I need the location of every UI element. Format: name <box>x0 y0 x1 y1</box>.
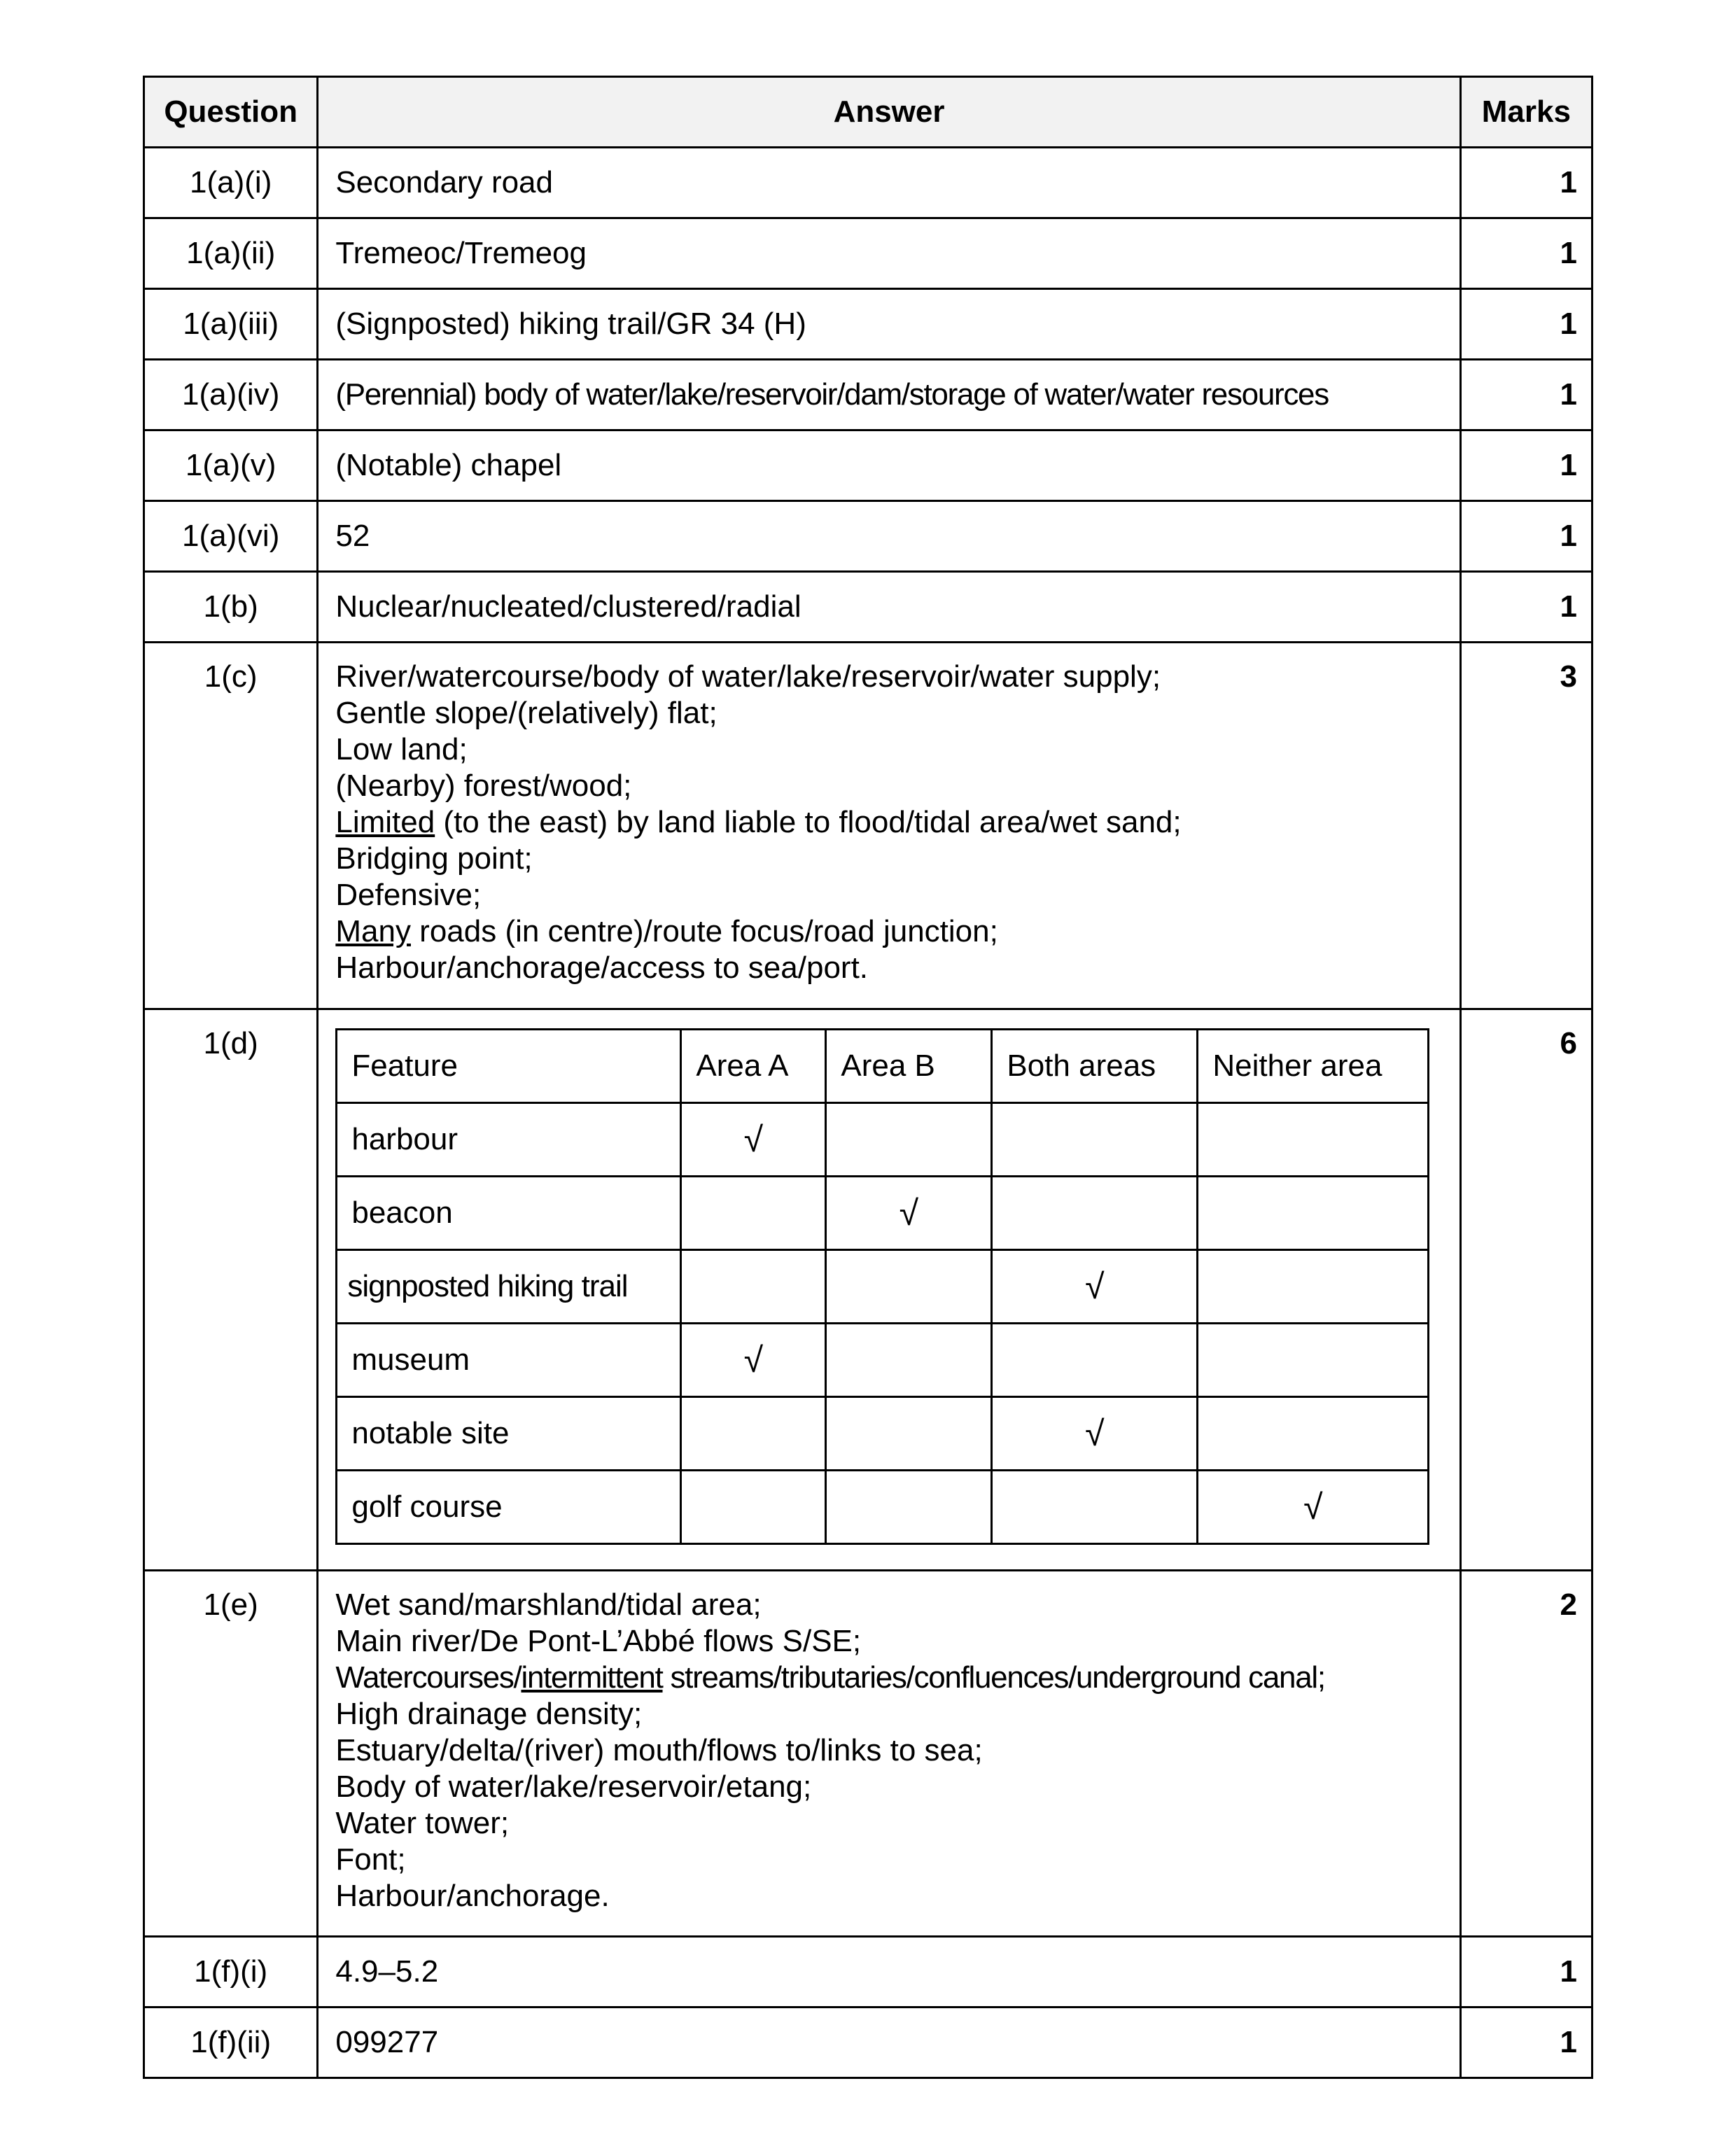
feature-name: notable site <box>337 1397 681 1471</box>
empty-cell <box>681 1177 826 1250</box>
question-cell: 1(a)(vi) <box>144 501 318 572</box>
tick-mark: √ <box>681 1324 826 1397</box>
marks-cell: 1 <box>1460 148 1592 218</box>
table-row <box>144 572 1592 643</box>
table-row <box>144 1937 1592 2008</box>
tick-mark: √ <box>992 1397 1198 1471</box>
question-cell: 1(a)(iii) <box>144 289 318 360</box>
empty-cell <box>681 1397 826 1471</box>
marks-cell: 1 <box>1460 2008 1592 2078</box>
answer-line: Bridging point; <box>335 841 533 876</box>
mark-scheme-table <box>143 76 1593 2079</box>
answer-cell: (Notable) chapel <box>318 430 1460 501</box>
table-row <box>144 289 1592 360</box>
tick-mark: √ <box>992 1250 1198 1324</box>
feature-row <box>337 1397 1429 1471</box>
header-question: Question <box>144 77 318 148</box>
feature-header: Area A <box>681 1030 826 1103</box>
tick-mark: √ <box>681 1103 826 1177</box>
marks-cell: 3 <box>1460 643 1592 1009</box>
marks-cell: 2 <box>1460 1571 1592 1937</box>
feature-name: golf course <box>337 1471 681 1544</box>
answer-line: Wet sand/marshland/tidal area; <box>335 1588 762 1622</box>
empty-cell <box>681 1250 826 1324</box>
empty-cell <box>826 1324 992 1397</box>
answer-line: Body of water/lake/reservoir/etang; <box>335 1770 812 1804</box>
empty-cell <box>1198 1177 1429 1250</box>
question-cell: 1(e) <box>144 1571 318 1937</box>
empty-cell <box>992 1324 1198 1397</box>
answer-line: Main river/De Pont-L’Abbé flows S/SE; <box>335 1624 862 1658</box>
answer-cell: 52 <box>318 501 1460 572</box>
answer-line: (Nearby) forest/wood; <box>335 769 632 803</box>
feature-header: Area B <box>826 1030 992 1103</box>
feature-header: Both areas <box>992 1030 1198 1103</box>
answer-cell: 4.9–5.2 <box>318 1937 1460 2008</box>
answer-line <box>335 913 1442 950</box>
table-row-1c <box>144 643 1592 1009</box>
header-marks: Marks <box>1460 77 1592 148</box>
answer-cell-1e <box>318 1571 1460 1937</box>
underlined-word: Many <box>335 914 411 948</box>
tick-mark: √ <box>826 1177 992 1250</box>
empty-cell <box>992 1103 1198 1177</box>
marks-cell: 1 <box>1460 360 1592 430</box>
question-cell: 1(a)(v) <box>144 430 318 501</box>
question-cell: 1(d) <box>144 1009 318 1571</box>
table-row <box>144 218 1592 289</box>
answer-line <box>335 1660 1442 1696</box>
answer-line-rest: roads (in centre)/route focus/road junction; <box>410 914 998 948</box>
feature-name: museum <box>337 1324 681 1397</box>
feature-name: harbour <box>337 1103 681 1177</box>
marks-cell: 1 <box>1460 1937 1592 2008</box>
table-row <box>144 2008 1592 2078</box>
answer-cell: Tremeoc/Tremeog <box>318 218 1460 289</box>
empty-cell <box>1198 1397 1429 1471</box>
answer-cell: Secondary road <box>318 148 1460 218</box>
answer-line: Harbour/anchorage. <box>335 1879 610 1913</box>
empty-cell <box>681 1471 826 1544</box>
marks-cell: 1 <box>1460 501 1592 572</box>
feature-header-row <box>337 1030 1429 1103</box>
question-cell: 1(a)(iv) <box>144 360 318 430</box>
empty-cell <box>1198 1324 1429 1397</box>
table-row <box>144 430 1592 501</box>
feature-row <box>337 1177 1429 1250</box>
feature-row <box>337 1324 1429 1397</box>
question-cell: 1(a)(i) <box>144 148 318 218</box>
answer-line <box>335 804 1442 841</box>
empty-cell <box>826 1397 992 1471</box>
feature-table <box>335 1028 1429 1545</box>
header-answer: Answer <box>318 77 1460 148</box>
answer-line-rest: streams/tributaries/confluences/underground canal; <box>662 1660 1325 1695</box>
feature-row <box>337 1471 1429 1544</box>
feature-name: signposted hiking trail <box>337 1250 681 1324</box>
question-cell: 1(c) <box>144 643 318 1009</box>
answer-line: Defensive; <box>335 878 482 912</box>
underlined-word: intermittent <box>521 1660 663 1695</box>
feature-header: Neither area <box>1198 1030 1429 1103</box>
empty-cell <box>1198 1103 1429 1177</box>
empty-cell <box>1198 1250 1429 1324</box>
empty-cell <box>992 1471 1198 1544</box>
marks-cell: 1 <box>1460 218 1592 289</box>
question-cell: 1(f)(i) <box>144 1937 318 2008</box>
question-cell: 1(a)(ii) <box>144 218 318 289</box>
answer-cell: 099277 <box>318 2008 1460 2078</box>
empty-cell <box>826 1103 992 1177</box>
feature-row <box>337 1250 1429 1324</box>
table-row <box>144 360 1592 430</box>
header-row <box>144 77 1592 148</box>
question-cell: 1(f)(ii) <box>144 2008 318 2078</box>
empty-cell <box>826 1471 992 1544</box>
answer-line-rest: (to the east) by land liable to flood/tidal area/wet sand; <box>435 805 1182 839</box>
empty-cell <box>826 1250 992 1324</box>
feature-header: Feature <box>337 1030 681 1103</box>
answer-line: Estuary/delta/(river) mouth/flows to/links to sea; <box>335 1733 983 1767</box>
answer-line: Low land; <box>335 732 468 766</box>
underlined-word: Limited <box>335 805 435 839</box>
question-cell: 1(b) <box>144 572 318 643</box>
answer-line: Gentle slope/(relatively) flat; <box>335 696 718 730</box>
marks-cell: 1 <box>1460 430 1592 501</box>
marks-cell: 1 <box>1460 572 1592 643</box>
table-row <box>144 501 1592 572</box>
table-row <box>144 148 1592 218</box>
answer-line: River/watercourse/body of water/lake/reservoir/water supply; <box>335 659 1161 694</box>
answer-line: Water tower; <box>335 1806 510 1840</box>
marks-cell: 1 <box>1460 289 1592 360</box>
table-row-1e <box>144 1571 1592 1937</box>
marks-cell: 6 <box>1460 1009 1592 1571</box>
empty-cell <box>992 1177 1198 1250</box>
answer-line: Font; <box>335 1842 406 1877</box>
answer-cell: (Perennial) body of water/lake/reservoir/dam/storage of water/water resources <box>318 360 1460 430</box>
answer-cell: Nuclear/nucleated/clustered/radial <box>318 572 1460 643</box>
answer-cell-1c <box>318 643 1460 1009</box>
answer-line: High drainage density; <box>335 1697 643 1731</box>
answer-line-pre: Watercourses/ <box>335 1660 522 1695</box>
answer-cell-1d <box>318 1009 1460 1571</box>
table-row-1d <box>144 1009 1592 1571</box>
feature-name: beacon <box>337 1177 681 1250</box>
answer-line: Harbour/anchorage/access to sea/port. <box>335 951 869 985</box>
tick-mark: √ <box>1198 1471 1429 1544</box>
feature-row <box>337 1103 1429 1177</box>
answer-cell: (Signposted) hiking trail/GR 34 (H) <box>318 289 1460 360</box>
